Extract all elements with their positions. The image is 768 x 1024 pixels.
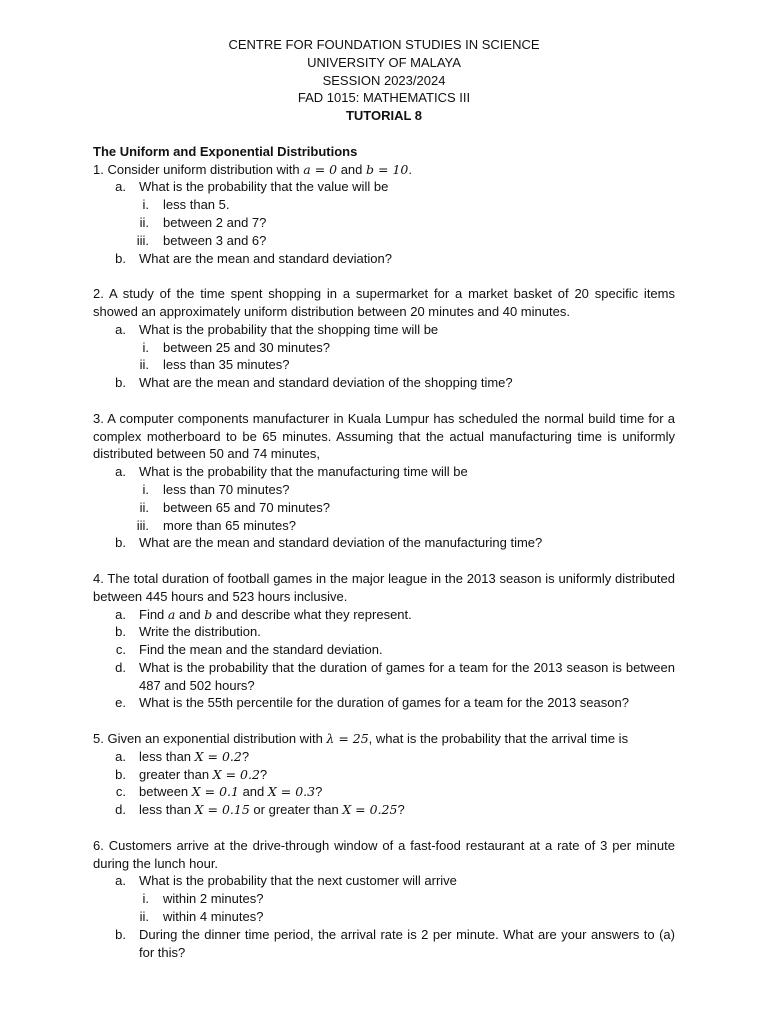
question-5-part-a: a. less than X = 0.2?	[115, 748, 250, 764]
document-page	[93, 36, 675, 961]
question-5-part-d: d. less than X = 0.15 or greater than X = 0.25?	[115, 802, 405, 818]
question-3-part-a: a. What is the probability that the manufacturing time will be	[115, 464, 468, 480]
section-title: The Uniform and Exponential Distributions	[93, 143, 358, 159]
question-4-part-e: e. What is the 55th percentile for the duration of games for a team for the 2013 season?	[115, 695, 629, 711]
question-3	[93, 410, 675, 552]
question-2	[93, 285, 675, 392]
header-course: FAD 1015: MATHEMATICS III	[297, 90, 471, 106]
question-2-part-a-ii: ii. less than 35 minutes?	[139, 357, 290, 373]
question-2-intro: 2. A study of the time spent shopping in a supermarket for a market basket of 20 specific items showed an approximately uniform distribution between 20 minutes and 40 minutes.	[93, 286, 675, 319]
question-3-part-a-i: i. less than 70 minutes?	[142, 481, 290, 497]
question-2-part-a: a. What is the probability that the shopping time will be	[115, 321, 439, 337]
question-1	[93, 161, 675, 268]
question-4-intro: 4. The total duration of football games in the major league in the 2013 season is uniformly distributed between 445 hours and 523 hours inclusive.	[93, 570, 675, 604]
question-4-part-a: a. Find a and b and describe what they represent.	[115, 606, 412, 622]
header-centre: CENTRE FOR FOUNDATION STUDIES IN SCIENCE	[228, 37, 540, 52]
question-5-part-c: c. between X = 0.1 and X = 0.3?	[115, 784, 323, 800]
question-3-part-b: b. What are the mean and standard deviation of the manufacturing time?	[115, 535, 543, 551]
question-1-part-b: b. What are the mean and standard deviation?	[115, 250, 392, 266]
question-6-part-b: b. During the dinner time period, the arrival rate is 2 per minute. What are your answers to (a) for this?	[115, 926, 675, 960]
question-5	[93, 730, 675, 819]
header-session: SESSION 2023/2024	[322, 72, 446, 88]
question-4-part-c: c. Find the mean and the standard deviation.	[115, 642, 383, 658]
question-6-part-a: a. What is the probability that the next customer will arrive	[115, 873, 457, 889]
question-2-part-a-i: i. between 25 and 30 minutes?	[142, 339, 330, 355]
question-4-part-d: d. What is the probability that the duration of games for a team for the 2013 season is between 487 and 502 hours?	[115, 659, 675, 693]
question-1-part-a-ii: ii. between 2 and 7?	[139, 214, 267, 230]
question-6-part-a-ii: ii. within 4 minutes?	[139, 909, 264, 925]
question-3-part-a-ii: ii. between 65 and 70 minutes?	[139, 499, 330, 515]
question-6	[93, 837, 675, 962]
document-header	[93, 36, 675, 125]
question-3-intro: 3. A computer components manufacturer in Kuala Lumpur has scheduled the normal build time for a complex motherboard to be 65 minutes. Assuming that the actual manufacturing time is uniformly distributed between 50 and 74 minutes,	[93, 410, 675, 462]
question-5-intro: 5. Given an exponential distribution with λ = 25, what is the probability that the arrival time is	[93, 731, 629, 747]
question-1-part-a-i: i. less than 5.	[142, 197, 230, 213]
question-1-part-a-iii: iii. between 3 and 6?	[136, 232, 267, 248]
question-6-part-a-i: i. within 2 minutes?	[142, 891, 264, 907]
question-6-intro: 6. Customers arrive at the drive-through window of a fast-food restaurant at a rate of 3 per minute during the lunch hour.	[93, 837, 675, 871]
question-1-part-a: a. What is the probability that the value will be	[115, 179, 389, 195]
question-4	[93, 570, 675, 712]
question-4-part-b: b. Write the distribution.	[115, 624, 261, 640]
question-2-part-b: b. What are the mean and standard deviation of the shopping time?	[115, 375, 513, 391]
question-3-part-a-iii: iii. more than 65 minutes?	[136, 517, 296, 533]
header-tutorial: TUTORIAL 8	[345, 108, 423, 124]
question-1-intro: 1. Consider uniform distribution with a = 0 and b = 10.	[93, 161, 412, 177]
header-university: UNIVERSITY OF MALAYA	[307, 54, 461, 70]
question-5-part-b: b. greater than X = 0.2?	[115, 766, 268, 782]
